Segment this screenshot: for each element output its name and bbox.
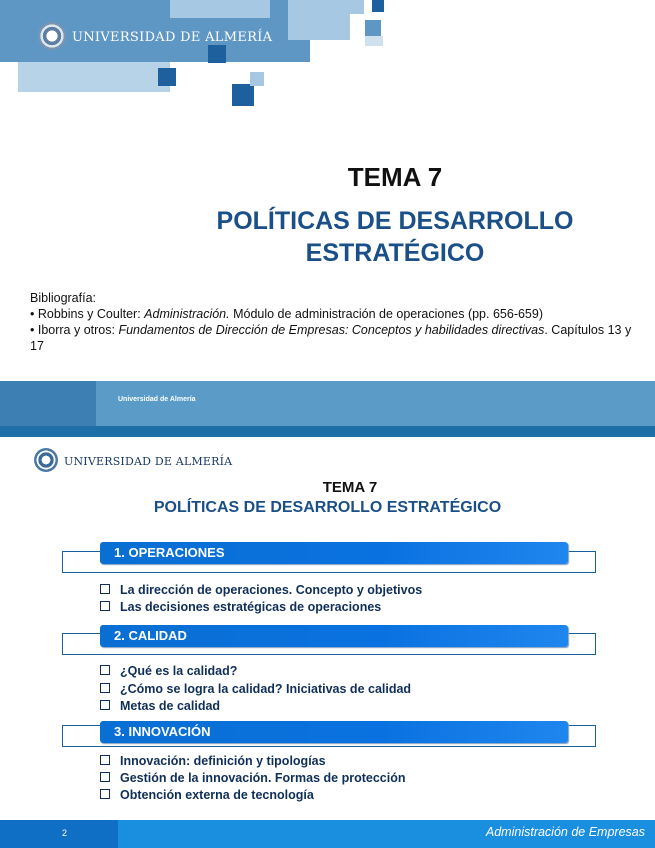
ref-detail: . Capítulos 13 y 17 [30, 323, 632, 353]
ref-detail: Módulo de administración de operaciones (pp. 656-659) [229, 307, 543, 321]
list-item [100, 582, 422, 598]
university-name: UNIVERSIDAD DE ALMERÍA [64, 455, 233, 468]
slide-title: POLÍTICAS DE DESARROLLO ESTRATÉGICO [153, 499, 502, 516]
list-item [100, 663, 237, 679]
header-block [158, 68, 176, 86]
ref-title: Administración. [144, 307, 230, 321]
footer-course: Administración de Empresas [485, 825, 645, 839]
list-item-text: Innovación: definición y tipologías [120, 754, 326, 768]
header-block [372, 0, 384, 12]
list-item-text: Obtención externa de tecnología [120, 788, 314, 802]
section-label: 2. CALIDAD [114, 628, 187, 643]
header-block [350, 0, 364, 14]
header-block [232, 84, 254, 106]
ref-author: • Iborra y otros: [30, 323, 119, 337]
tema-heading: TEMA 7 [322, 479, 378, 496]
footer-block [0, 381, 96, 426]
bibliography [30, 290, 640, 354]
list-item [100, 753, 326, 769]
checkbox-bullet-icon [100, 683, 110, 693]
list-item [100, 681, 411, 697]
checkbox-bullet-icon [100, 789, 110, 799]
ref-title: Fundamentos de Dirección de Empresas: Conceptos y habilidades directivas [118, 323, 545, 337]
checkbox-bullet-icon [100, 665, 110, 675]
bibliography-heading: Bibliografía: [30, 291, 97, 305]
list-item-text: La dirección de operaciones. Concepto y objetivos [120, 583, 423, 597]
list-item [100, 770, 405, 786]
list-item [100, 599, 381, 615]
list-item-text: Gestión de la innovación. Formas de protección [120, 771, 406, 785]
university-seal-icon [38, 22, 66, 50]
slide-1-footer [0, 381, 655, 426]
section-header-innovacion [100, 721, 568, 743]
checkbox-bullet-icon [100, 700, 110, 710]
list-item [100, 787, 314, 803]
header-block [288, 0, 350, 40]
checkbox-bullet-icon [100, 772, 110, 782]
section-header-operaciones [100, 542, 568, 564]
bibliography-ref-2 [30, 322, 640, 354]
ref-author: • Robbins y Coulter: [30, 307, 145, 321]
university-name: UNIVERSIDAD DE ALMERÍA [72, 30, 273, 45]
footer-block [0, 820, 118, 848]
header-block [365, 20, 381, 36]
page-number: 2 [62, 828, 68, 838]
header-block [250, 72, 264, 86]
slide-2 [0, 437, 655, 848]
list-item-text: Metas de calidad [120, 699, 221, 713]
footer-strip [0, 426, 655, 437]
header-block [18, 62, 170, 92]
list-item-text: ¿Qué es la calidad? [120, 664, 238, 678]
list-item [100, 698, 220, 714]
header-block [170, 0, 270, 18]
list-item-text: Las decisiones estratégicas de operaciones [120, 600, 382, 614]
header-block [208, 45, 226, 63]
checkbox-bullet-icon [100, 755, 110, 765]
header-block [365, 36, 383, 46]
section-label: 1. OPERACIONES [114, 545, 225, 560]
university-seal-icon [34, 448, 58, 472]
checkbox-bullet-icon [100, 584, 110, 594]
checkbox-bullet-icon [100, 601, 110, 611]
bibliography-ref-1 [30, 306, 640, 322]
footer-university: Universidad de Almería [118, 396, 196, 403]
list-item-text: ¿Cómo se logra la calidad? Iniciativas de calidad [120, 682, 412, 696]
section-label: 3. INNOVACIÓN [114, 724, 211, 739]
section-header-calidad [100, 625, 568, 647]
slide-title: POLÍTICAS DE DESARROLLO ESTRATÉGICO [216, 207, 574, 267]
tema-heading: TEMA 7 [347, 162, 443, 192]
